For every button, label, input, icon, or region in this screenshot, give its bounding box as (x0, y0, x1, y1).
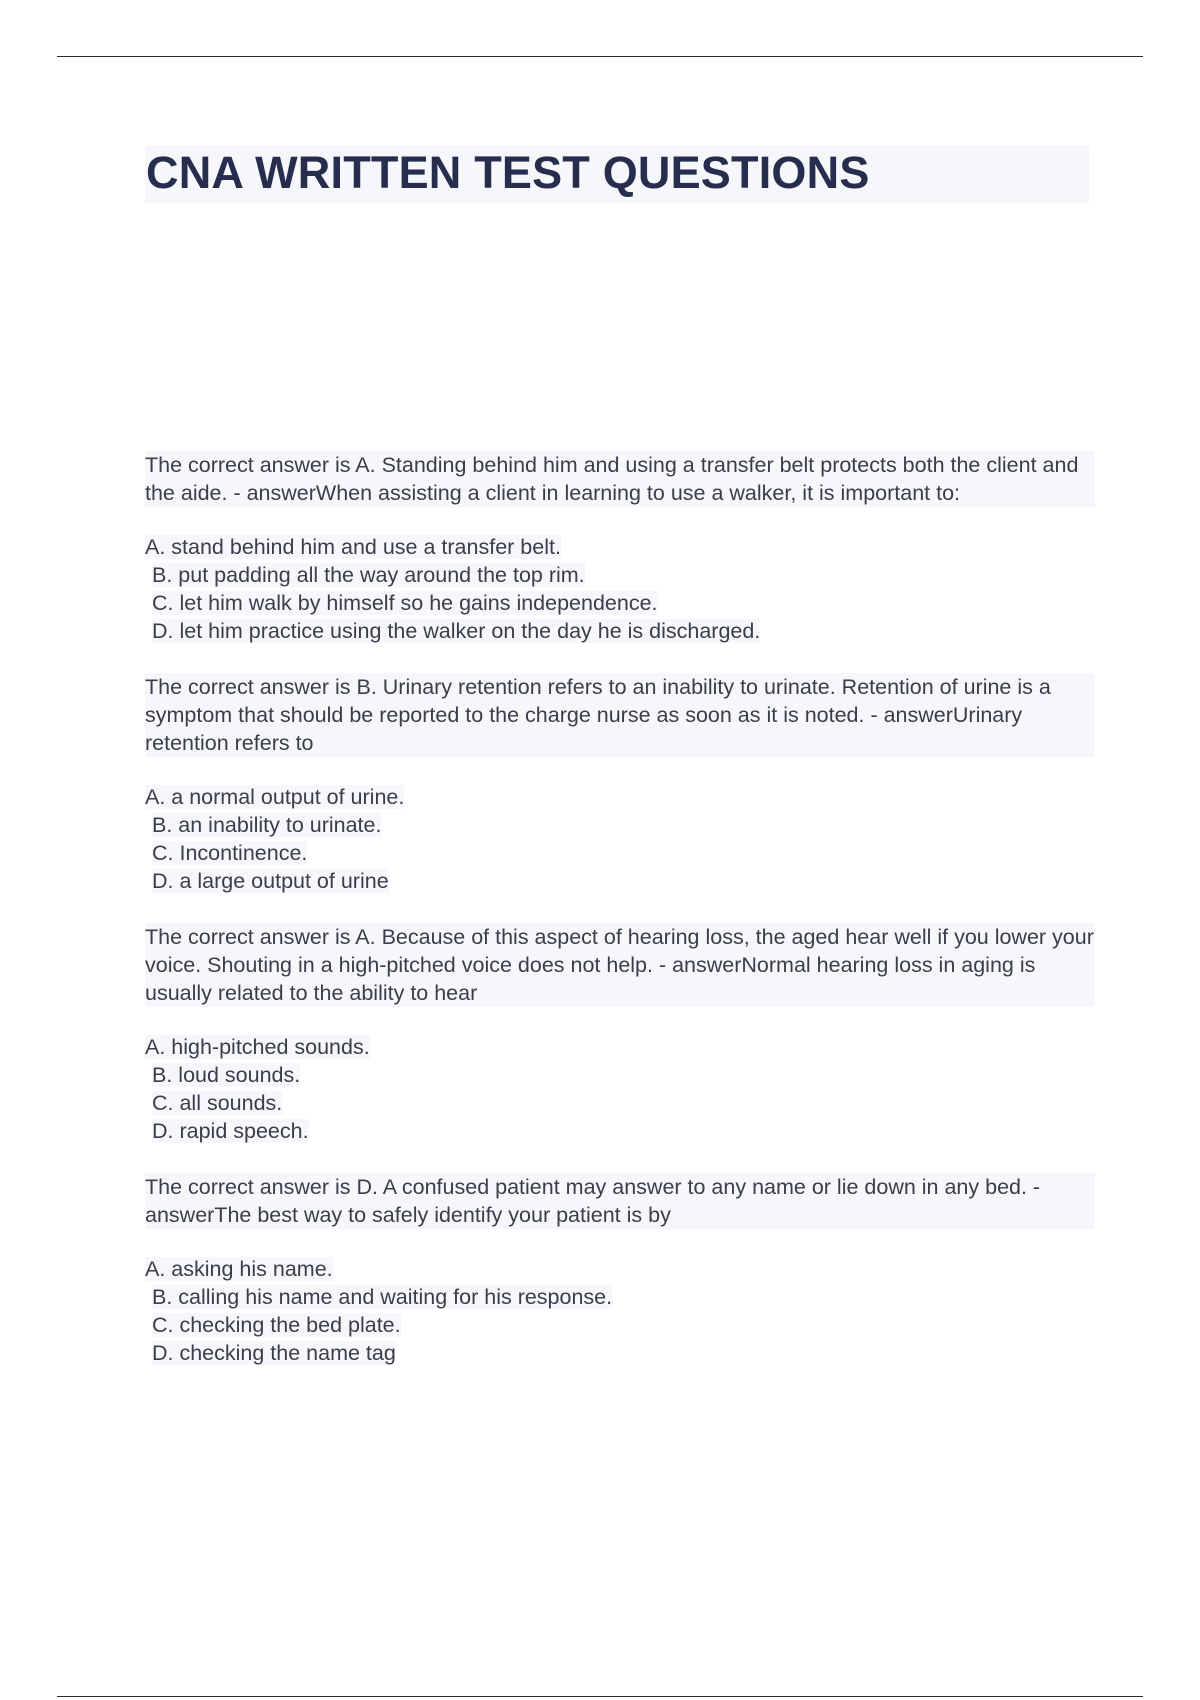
answer-option: A. a normal output of urine. (145, 785, 405, 809)
answer-option: D. a large output of urine (152, 869, 389, 893)
answer-option: D. rapid speech. (152, 1119, 309, 1143)
answer-option: B. loud sounds. (152, 1063, 301, 1087)
answer-option: A. asking his name. (145, 1257, 333, 1281)
answer-option: A. stand behind him and use a transfer belt. (145, 535, 561, 559)
question-block (145, 673, 1095, 895)
question-text: The correct answer is B. Urinary retention refers to an inability to urinate. Retention of urine is a symptom that should be reported to the charge nurse as soon as it is noted. - answerUrinary retention refers to (145, 673, 1095, 757)
answer-options (145, 783, 1095, 895)
answer-option: C. Incontinence. (152, 841, 308, 865)
bottom-rule (57, 1696, 1143, 1697)
question-text: The correct answer is A. Because of this aspect of hearing loss, the aged hear well if you lower your voice. Shouting in a high-pitched voice does not help. - answerNormal hearing loss in aging is usually related to the ability to hear (145, 925, 1094, 1005)
answer-option: B. calling his name and waiting for his response. (152, 1285, 613, 1309)
document-body (145, 451, 1095, 1367)
question-block (145, 1173, 1095, 1367)
answer-option: A. high-pitched sounds. (145, 1035, 370, 1059)
question-text: The correct answer is D. A confused patient may answer to any name or lie down in any bed. - answerThe best way to safely identify your patient is by (145, 1173, 1095, 1229)
top-rule (57, 56, 1143, 57)
answer-options (145, 1255, 1095, 1367)
answer-options (145, 533, 1095, 645)
answer-option: C. all sounds. (152, 1091, 283, 1115)
document-title: CNA WRITTEN TEST QUESTIONS (146, 147, 870, 198)
answer-option: C. let him walk by himself so he gains independence. (152, 591, 658, 615)
answer-option: D. checking the name tag (152, 1341, 396, 1365)
question-text: The correct answer is A. Standing behind him and using a transfer belt protects both the client and the aide. - answerWhen assisting a client in learning to use a walker, it is important to: (145, 451, 1095, 507)
question-block (145, 451, 1095, 645)
answer-option: D. let him practice using the walker on the day he is discharged. (152, 619, 761, 643)
answer-options (145, 1033, 1095, 1145)
question-block (145, 923, 1095, 1145)
answer-option: B. put padding all the way around the top rim. (152, 563, 585, 587)
answer-option: C. checking the bed plate. (152, 1313, 401, 1337)
answer-option: B. an inability to urinate. (152, 813, 382, 837)
